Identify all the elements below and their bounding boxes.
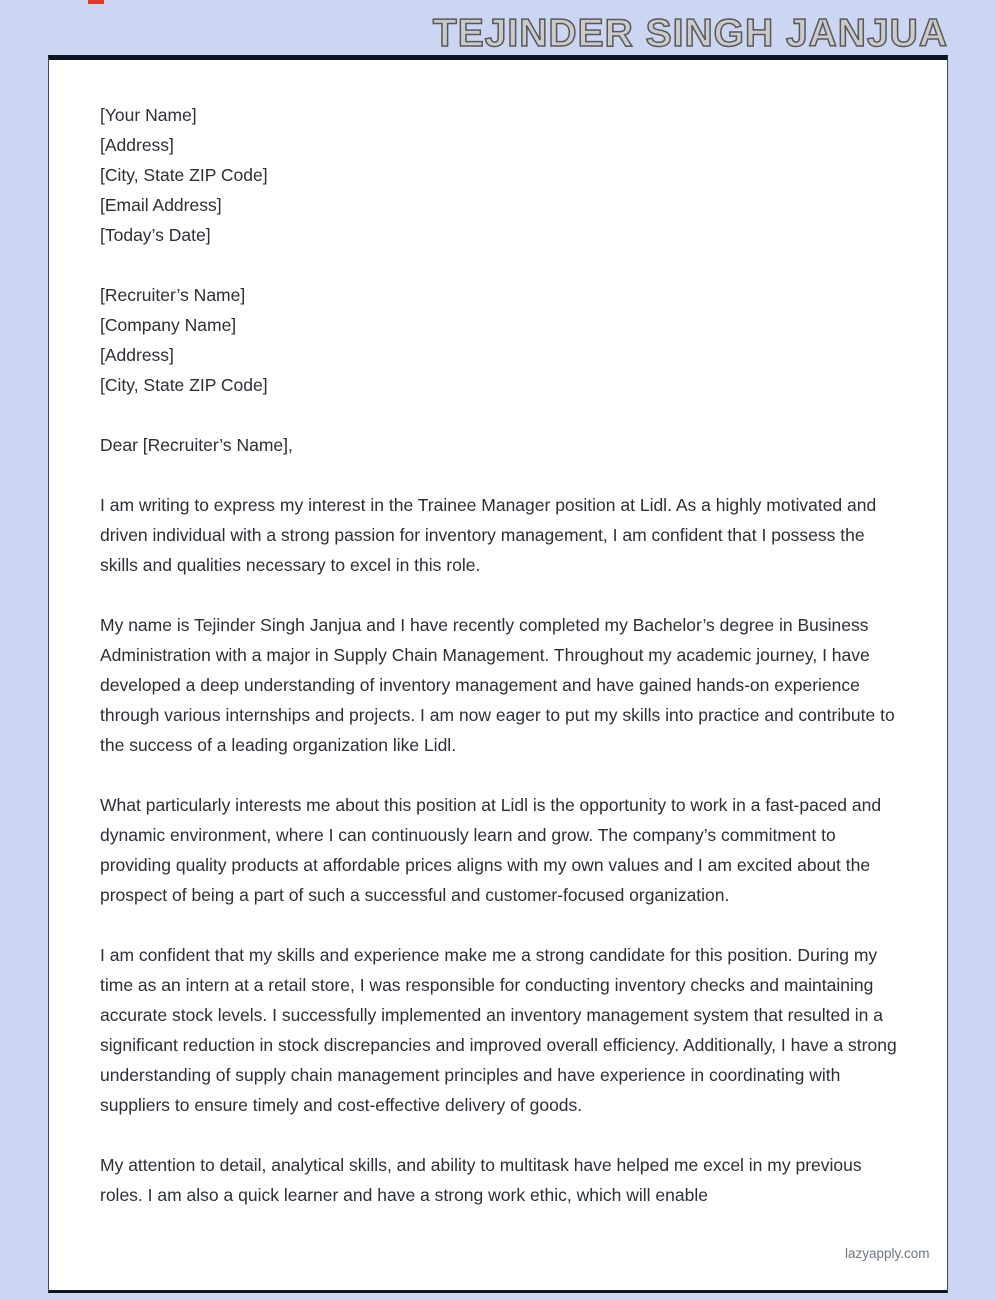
letter-page <box>48 55 948 1293</box>
header-name: TEJINDER SINGH JANJUA <box>432 12 948 55</box>
paragraph-background: My name is Tejinder Singh Janjua and I have recently completed my Bachelor’s degree in Business Administration with a major in Supply Chain Management. Throughout my academic journey, I have developed a deep understanding of inventory management and have gained hands-on experience through various internships and projects. I am now eager to put my skills into practice and contribute to the success of a leading organization like Lidl. <box>100 615 895 755</box>
recipient-line-city: [City, State ZIP Code] <box>100 375 268 395</box>
sender-line-address: [Address] <box>100 135 174 155</box>
sender-line-name: [Your Name] <box>100 105 197 125</box>
watermark: lazyapply.com <box>845 1246 930 1261</box>
sender-line-date: [Today’s Date] <box>100 225 211 245</box>
paragraph-experience: I am confident that my skills and experience make me a strong candidate for this position. During my time as an intern at a retail store, I was responsible for conducting inventory checks and maintaining accurate stock levels. I successfully implemented an inventory management system that resulted in a significant reduction in stock discrepancies and improved overall efficiency. Additionally, I have a strong understanding of supply chain management principles and have experience in coordinating with suppliers to ensure timely and cost-effective delivery of goods. <box>100 945 897 1115</box>
paragraph-skills: My attention to detail, analytical skills, and ability to multitask have helped me excel in my previous roles. I am also a quick learner and have a strong work ethic, which will enable <box>100 1155 862 1205</box>
paragraph-interest: What particularly interests me about this position at Lidl is the opportunity to work in a fast-paced and dynamic environment, where I can continuously learn and grow. The company’s commitment to providing quality products at affordable prices aligns with my own values and I am excited about the prospect of being a part of such a successful and customer-focused organization. <box>100 795 882 905</box>
recipient-block <box>100 280 897 400</box>
recipient-line-name: [Recruiter’s Name] <box>100 285 246 305</box>
sender-line-city: [City, State ZIP Code] <box>100 165 268 185</box>
red-mark <box>88 0 104 4</box>
recipient-line-address: [Address] <box>100 345 174 365</box>
sender-line-email: [Email Address] <box>100 195 222 215</box>
recipient-line-company: [Company Name] <box>100 315 237 335</box>
salutation: Dear [Recruiter’s Name], <box>100 435 293 455</box>
sender-block <box>100 100 897 250</box>
paragraph-intro: I am writing to express my interest in the Trainee Manager position at Lidl. As a highly motivated and driven individual with a strong passion for inventory management, I am confident that I possess the skills and qualities necessary to excel in this role. <box>100 495 877 575</box>
letter-content <box>49 60 947 1210</box>
